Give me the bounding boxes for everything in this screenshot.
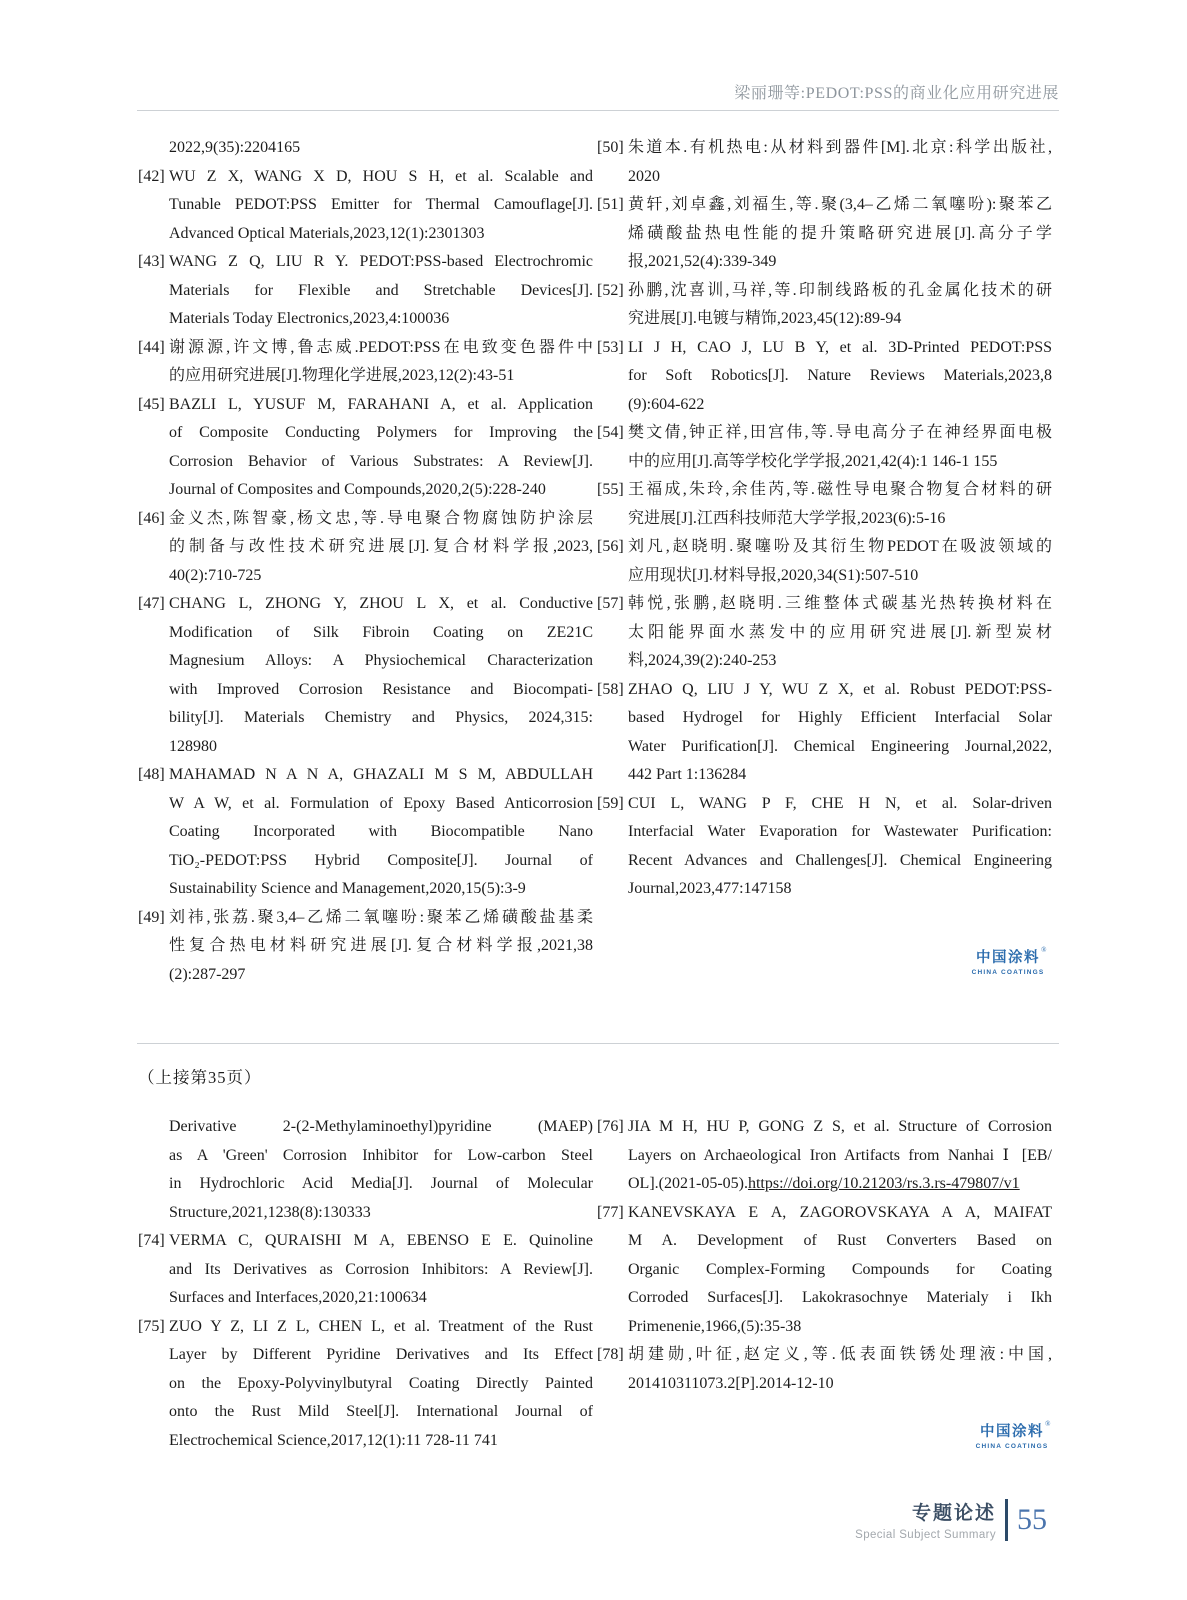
doi-link[interactable]: https://doi.org/10.21203/rs.3.rs-479807/v1 <box>747 1175 1020 1192</box>
reference-line <box>628 1170 1052 1199</box>
reference-number: [74] <box>138 1232 165 1249</box>
footer-divider-bar <box>1005 1499 1008 1541</box>
reference-number: [46] <box>138 509 165 527</box>
reference-line: M A. Development of Rust Converters Based on <box>628 1232 1052 1249</box>
reference-item <box>597 1199 1052 1342</box>
reference-line: Layer by Different Pyridine Derivatives and Its Effect <box>169 1346 593 1363</box>
reference-number: [52] <box>597 281 624 299</box>
reference-item <box>138 761 593 904</box>
reference-number: [50] <box>597 139 624 156</box>
china-coatings-logo <box>958 946 1058 977</box>
reference-item <box>138 1227 593 1313</box>
reference-line: and Its Derivatives as Corrosion Inhibitors: A Review[J]. <box>169 1260 593 1278</box>
reference-number: [42] <box>138 167 165 185</box>
reference-item <box>138 248 593 334</box>
reference-number: [49] <box>138 908 165 926</box>
reference-number: [48] <box>138 766 165 783</box>
reference-line: W A W, et al. Formulation of Epoxy Based Anticorrosion <box>169 794 593 812</box>
reference-item <box>597 191 1052 277</box>
reference-line: 2022,9(35):2204165 <box>169 139 301 156</box>
reference-line: KANEVSKAYA E A, ZAGOROVSKAYA A A, MAIFAT <box>628 1203 1052 1221</box>
reference-number: [45] <box>138 395 165 413</box>
reference-line: 报,2021,52(4):339-349 <box>628 253 777 270</box>
reference-line: ZUO Y Z, LI Z L, CHEN L, et al. Treatment of the Rust <box>169 1317 593 1335</box>
reference-number: [54] <box>597 424 624 441</box>
reference-item <box>138 134 593 163</box>
reference-line: 朱道本.有机热电:从材料到器件[M].北京:科学出版社, <box>628 139 1052 156</box>
reference-number: [44] <box>138 338 165 356</box>
reference-line: 究进展[J].江西科技师范大学学报,2023(6):5-16 <box>628 509 946 527</box>
reference-line: Corroded Surfaces[J]. Lakokrasochnye Materialy i Ikh <box>628 1289 1052 1306</box>
reference-line: Advanced Optical Materials,2023,12(1):2301303 <box>169 224 485 242</box>
reference-line: Water Purification[J]. Chemical Engineering Journal,2022, <box>628 737 1052 755</box>
reference-line: BAZLI L, YUSUF M, FARAHANI A, et al. Application <box>169 395 593 413</box>
reference-line: 烯磺酸盐热电性能的提升策略研究进展[J].高分子学 <box>628 224 1052 242</box>
reference-item <box>138 391 593 505</box>
reference-line: Tunable PEDOT:PSS Emitter for Thermal Camouflage[J]. <box>169 196 593 213</box>
reference-line: Surfaces and Interfaces,2020,21:100634 <box>169 1289 427 1306</box>
reference-item <box>138 904 593 990</box>
reference-line: Journal,2023,477:147158 <box>628 880 792 897</box>
reference-line: Recent Advances and Challenges[J]. Chemical Engineering <box>628 851 1052 869</box>
reference-number: [47] <box>138 595 165 612</box>
reference-line: WU Z X, WANG X D, HOU S H, et al. Scalable and <box>169 167 593 185</box>
reference-item <box>597 419 1052 476</box>
reference-line: Primenenie,1966,(5):35-38 <box>628 1317 802 1335</box>
reference-line: VERMA C, QURAISHI M A, EBENSO E E. Quinoline <box>169 1232 593 1249</box>
reference-line: 究进展[J].电镀与精饰,2023,45(12):89-94 <box>628 310 902 327</box>
reference-line: Layers on Archaeological Iron Artifacts from Nanhai Ⅰ [EB/ <box>628 1146 1052 1164</box>
registered-mark-icon: ® <box>1045 1420 1052 1428</box>
reference-item <box>597 1113 1052 1199</box>
reference-number: [51] <box>597 196 624 213</box>
reference-line: 刘凡,赵晓明.聚噻吩及其衍生物PEDOT在吸波领域的 <box>628 538 1052 555</box>
reference-line: 韩悦,张鹏,赵晓明.三维整体式碳基光热转换材料在 <box>628 595 1052 612</box>
reference-line: Coating Incorporated with Biocompatible Nano <box>169 823 593 840</box>
reference-line: 40(2):710-725 <box>169 566 262 584</box>
references-bottom-left-column <box>138 1113 593 1455</box>
reference-line: based Hydrogel for Highly Efficient Interfacial Solar <box>628 709 1052 726</box>
reference-item <box>597 277 1052 334</box>
section-title-en: Special Subject Summary <box>855 1529 996 1541</box>
reference-line: 中的应用[J].高等学校化学学报,2021,42(4):1 146-1 155 <box>628 452 998 470</box>
page-number: 55 <box>1017 1502 1047 1536</box>
reference-line: Modification of Silk Fibroin Coating on ZE21C <box>169 623 593 641</box>
reference-number: [56] <box>597 538 624 555</box>
reference-line: with Improved Corrosion Resistance and Biocompati- <box>169 680 593 698</box>
reference-line: 樊文倩,钟正祥,田宫伟,等.导电高分子在神经界面电极 <box>628 424 1052 441</box>
reference-line: 太阳能界面水蒸发中的应用研究进展[J].新型炭材 <box>628 623 1052 641</box>
references-top-left-column <box>138 134 593 989</box>
reference-item <box>138 1313 593 1456</box>
reference-item <box>138 505 593 591</box>
logo-text-cn: 中国涂料 ® <box>976 946 1048 966</box>
reference-line: Interfacial Water Evaporation for Wastewater Purification: <box>628 823 1052 840</box>
reference-item <box>597 1341 1052 1398</box>
reference-line: 金义杰,陈智豪,杨文忠,等.导电聚合物腐蚀防护涂层 <box>169 509 593 527</box>
reference-number: [78] <box>597 1346 624 1363</box>
section-title-cn: 专题论述 <box>911 1503 996 1524</box>
reference-line: Organic Complex-Forming Compounds for Coating <box>628 1260 1052 1278</box>
reference-item <box>597 590 1052 676</box>
reference-number: [59] <box>597 794 624 812</box>
reference-line: 128980 <box>169 737 217 755</box>
reference-line: 黄轩,刘卓鑫,刘福生,等.聚(3,4–乙烯二氧噻吩):聚苯乙 <box>628 196 1052 213</box>
reference-line: (2):287-297 <box>169 965 246 983</box>
reference-line: Derivative 2-(2-Methylaminoethyl)pyridine (MAEP) <box>169 1118 593 1135</box>
reference-number: [75] <box>138 1317 165 1335</box>
reference-item <box>597 533 1052 590</box>
reference-item <box>138 1113 593 1227</box>
registered-mark-icon: ® <box>1041 946 1048 954</box>
reference-line: 的应用研究进展[J].物理化学进展,2023,12(2):43-51 <box>169 367 515 384</box>
reference-line: (9):604-622 <box>628 395 705 413</box>
reference-item <box>597 790 1052 904</box>
reference-item <box>597 334 1052 420</box>
reference-item <box>138 163 593 249</box>
reference-line: Magnesium Alloys: A Physiochemical Characterization <box>169 652 593 669</box>
reference-line: 孙鹏,沈喜训,马祥,等.印制线路板的孔金属化技术的研 <box>628 281 1052 299</box>
reference-line: Journal of Composites and Compounds,2020,2(5):228-240 <box>169 481 546 498</box>
reference-number: [77] <box>597 1203 624 1221</box>
reference-line: of Composite Conducting Polymers for Improving the <box>169 424 593 441</box>
reference-line: WANG Z Q, LIU R Y. PEDOT:PSS-based Electrochromic <box>169 253 593 270</box>
reference-line: ZHAO Q, LIU J Y, WU Z X, et al. Robust PEDOT:PSS- <box>628 680 1052 698</box>
reference-line: 胡建勋,叶征,赵定义,等.低表面铁锈处理液:中国, <box>628 1346 1052 1363</box>
logo-text-cn: 中国涂料 ® <box>980 1420 1052 1440</box>
reference-line: 谢源源,许文博,鲁志威.PEDOT:PSS在电致变色器件中 <box>169 338 593 356</box>
reference-line: bility[J]. Materials Chemistry and Physics, 2024,315: <box>169 709 593 726</box>
reference-text: OL].(2021-05-05). <box>628 1175 748 1192</box>
reference-number: [76] <box>597 1118 624 1135</box>
reference-line: Corrosion Behavior of Various Substrates: A Review[J]. <box>169 452 593 470</box>
reference-item <box>597 476 1052 533</box>
reference-line: Materials Today Electronics,2023,4:100036 <box>169 310 450 327</box>
reference-line: 应用现状[J].材料导报,2020,34(S1):507-510 <box>628 566 919 584</box>
reference-line: LI J H, CAO J, LU B Y, et al. 3D-Printed PEDOT:PSS <box>628 338 1052 356</box>
reference-line: in Hydrochloric Acid Media[J]. Journal of Molecular <box>169 1175 593 1192</box>
reference-line: JIA M H, HU P, GONG Z S, et al. Structure of Corrosion <box>628 1118 1052 1135</box>
header-divider <box>137 110 1059 111</box>
reference-line: Sustainability Science and Management,2020,15(5):3-9 <box>169 880 526 897</box>
reference-number: [43] <box>138 253 165 270</box>
reference-line: on the Epoxy-Polyvinylbutyral Coating Directly Painted <box>169 1374 593 1392</box>
reference-line: MAHAMAD N A N A, GHAZALI M S M, ABDULLAH <box>169 766 593 783</box>
reference-line: 2020 <box>628 167 660 185</box>
reference-line: 料,2024,39(2):240-253 <box>628 652 777 669</box>
reference-line: TiO₂-PEDOT:PSS Hybrid Composite[J]. Journal of <box>169 851 593 869</box>
references-top-right-column <box>597 134 1052 904</box>
reference-item <box>138 334 593 391</box>
reference-line: CHANG L, ZHONG Y, ZHOU L X, et al. Conductive <box>169 595 593 612</box>
section-divider <box>137 1043 1059 1044</box>
reference-line: onto the Rust Mild Steel[J]. International Journal of <box>169 1403 593 1420</box>
reference-number: [53] <box>597 338 624 356</box>
logo-text-en: CHINA COATINGS <box>971 969 1045 976</box>
reference-line: 刘祎,张荔.聚3,4–乙烯二氧噻吩:聚苯乙烯磺酸盐基柔 <box>169 908 593 926</box>
reference-line: Materials for Flexible and Stretchable Devices[J]. <box>169 281 593 299</box>
reference-line: 性复合热电材料研究进展[J].复合材料学报,2021,38 <box>169 937 593 954</box>
reference-line: CUI L, WANG P F, CHE H N, et al. Solar-driven <box>628 794 1052 812</box>
reference-line: 442 Part 1:136284 <box>628 766 747 783</box>
references-bottom-right-column <box>597 1113 1052 1398</box>
logo-text-en: CHINA COATINGS <box>975 1443 1049 1450</box>
continuation-note: （上接第35页） <box>138 1068 262 1087</box>
reference-number: [55] <box>597 481 624 498</box>
reference-item <box>597 134 1052 191</box>
reference-line: 201410311073.2[P].2014-12-10 <box>628 1374 834 1392</box>
china-coatings-logo <box>962 1420 1062 1451</box>
reference-number: [58] <box>597 680 624 698</box>
reference-line: 的制备与改性技术研究进展[J].复合材料学报,2023, <box>169 538 593 555</box>
reference-line: 王福成,朱玲,余佳芮,等.磁性导电聚合物复合材料的研 <box>628 481 1052 498</box>
reference-item <box>138 590 593 761</box>
reference-line: Structure,2021,1238(8):130333 <box>169 1203 371 1221</box>
reference-line: as A 'Green' Corrosion Inhibitor for Low-carbon Steel <box>169 1146 593 1164</box>
reference-line: Electrochemical Science,2017,12(1):11 728-11 741 <box>169 1431 498 1449</box>
footer <box>855 1498 1047 1541</box>
running-title: 梁丽珊等:PEDOT:PSS的商业化应用研究进展 <box>734 85 1059 102</box>
reference-line: for Soft Robotics[J]. Nature Reviews Materials,2023,8 <box>628 367 1052 384</box>
reference-item <box>597 676 1052 790</box>
reference-number: [57] <box>597 595 624 612</box>
